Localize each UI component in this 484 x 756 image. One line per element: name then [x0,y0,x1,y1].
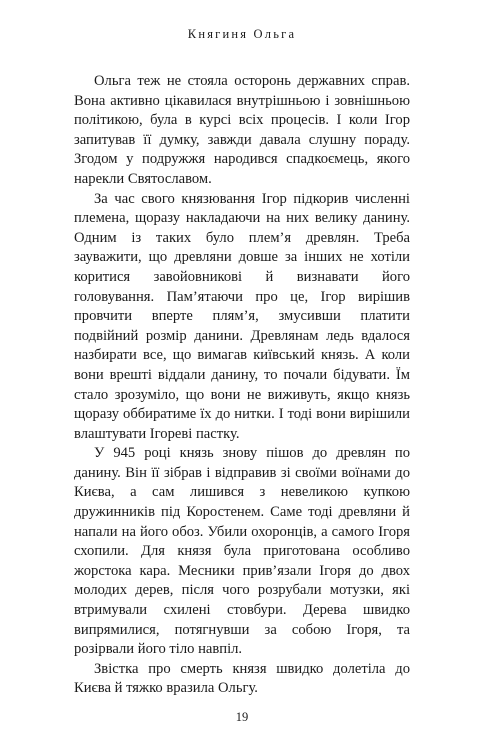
paragraph-1: Ольга теж не стояла осторонь державних справ. Вона активно цікавилася внутрішньою і зовнішньою політикою, була в курсі всіх процесів. І коли Ігор запитував її думку, завжди давала слушну пораду. Згодом у подружжя народився спадкоємець, якого нарекли Святославом. [74,73,410,187]
paragraph-4: Звістка про смерть князя швидко долетіла до Києва й тяжко вразила Ольгу. [74,660,410,697]
paragraph-3: У 945 році князь знову пішов до древлян по данину. Він її зібрав і відправив зі своїми воїнами до Києва, а сам лишився з невеликою купкою дружинників під Коростенем. Саме тоді древляни й напали на його обоз. Убили охоронців, а самого Ігоря схопили. Для князя була приготована особливо жорстока кара. Месники прив’язали Ігоря до двох молодих дерев, після чого розрубали мотузки, які втримували схилені стовбури. Дерева швидко випрямилися, потягнувши за собою Ігоря, та розірвали його тіло навпіл. [74,445,410,658]
paragraph-2: За час свого князювання Ігор підкорив численні племена, щоразу накладаючи на них велику данину. Одним із таких було плем’я древлян. Треба зауважити, що древляни довше за інших не хотіли коритися завойовникові й визнавати його головування. Пам’ятаючи про це, Ігор вирішив провчити вперте плям’я, змусивши платити подвійний розмір данини. Древлянам ледь вдалося назбирати все, що вимагав київський князь. А коли вони врешті віддали данину, то почали бідувати. Їм стало зрозуміло, що вони не виживуть, якщо князь щоразу оббиратиме їх до нитки. І тоді вони вирішили влаштувати Ігореві пастку. [74,190,410,442]
page-body [74,72,410,699]
running-title: Княгиня Ольга [187,27,297,41]
page-number: 19 [235,710,249,724]
